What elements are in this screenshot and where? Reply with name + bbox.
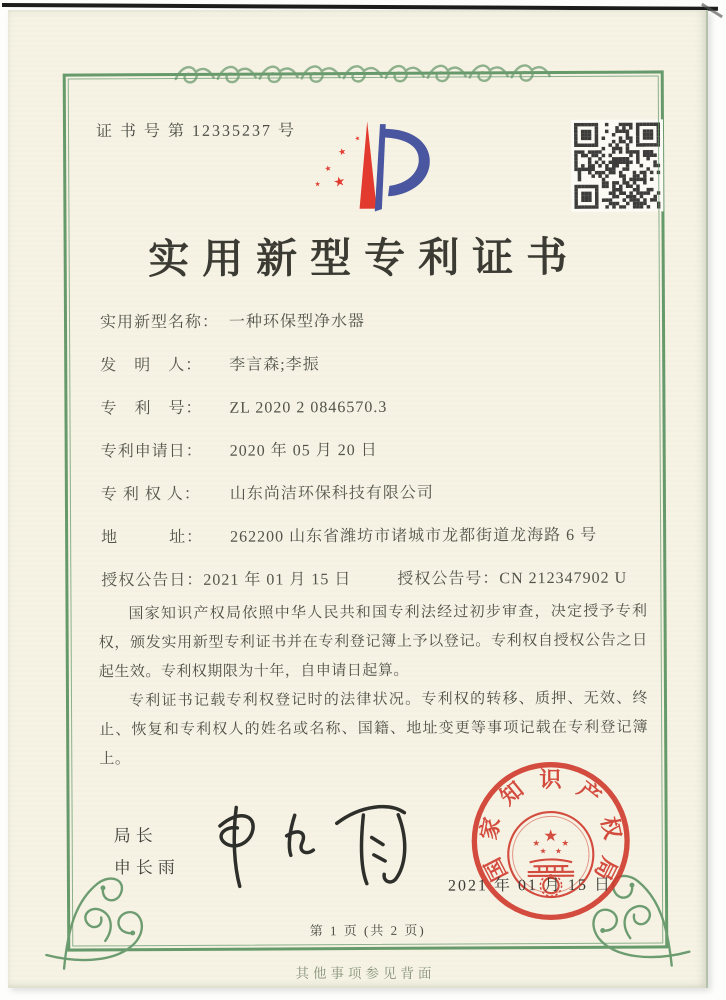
certificate-fields bbox=[100, 310, 639, 593]
field-patentee bbox=[101, 482, 639, 507]
director-block bbox=[114, 824, 180, 888]
svg-text:★: ★ bbox=[532, 838, 541, 849]
cnipa-seal-icon bbox=[463, 754, 638, 929]
svg-text:权: 权 bbox=[596, 814, 626, 842]
svg-text:识: 识 bbox=[539, 766, 562, 792]
svg-text:★: ★ bbox=[336, 145, 348, 158]
field-utility-model-name bbox=[100, 310, 638, 335]
svg-text:★: ★ bbox=[555, 846, 563, 856]
field-value: 李言森;李振 bbox=[229, 356, 320, 374]
svg-text:家: 家 bbox=[475, 815, 505, 842]
director-name: 申长雨 bbox=[113, 857, 180, 878]
svg-text:★: ★ bbox=[543, 825, 559, 846]
field-label: 实用新型名称： bbox=[99, 313, 220, 332]
field-address bbox=[101, 525, 639, 550]
svg-text:★: ★ bbox=[314, 181, 321, 189]
field-grant-row bbox=[101, 568, 639, 593]
seal-date: 2021 年 01 月 15 日 bbox=[447, 876, 613, 895]
director-title: 局长 bbox=[113, 826, 158, 846]
certificate-number-value: 12335237 bbox=[191, 122, 273, 140]
vine-ornament-band bbox=[174, 59, 554, 91]
field-label: 发 明 人： bbox=[100, 356, 203, 375]
field-label: 专利申请日： bbox=[100, 442, 203, 461]
legal-paragraph-2: 专利证书记载专利权登记时的法律状况。专利权的转移、质押、无效、终止、恢复和专利权人的姓名或名称、国籍、地址变更等事项记载在专利登记簿上。 bbox=[99, 690, 649, 768]
field-value: ZL 2020 2 0846570.3 bbox=[229, 398, 388, 417]
grant-date-label: 授权公告日： bbox=[101, 571, 204, 590]
certificate-number bbox=[96, 117, 296, 141]
field-filing-date bbox=[101, 439, 639, 464]
svg-text:局: 局 bbox=[589, 853, 622, 885]
grant-number-value: CN 212347902 U bbox=[499, 569, 628, 588]
field-value: 山东尚洁环保科技有限公司 bbox=[229, 484, 434, 503]
field-value: 262200 山东省潍坊市诸城市龙都街道龙海路 6 号 bbox=[230, 526, 598, 546]
page-number: 第 1 页 (共 2 页) bbox=[309, 922, 426, 939]
svg-text:产: 产 bbox=[572, 776, 606, 810]
grant-number-label: 授权公告号： bbox=[397, 570, 500, 588]
legal-paragraph-1: 国家知识产权局依照中华人民共和国专利法经过初步审查，决定授予专利权，颁发实用新型专利证书并在专利登记簿上予以登记。专利权自授权公告之日起生效。专利权期限为十年，自申请日起算。 bbox=[98, 603, 648, 681]
field-value: 一种环保型净水器 bbox=[228, 313, 366, 331]
director-signature bbox=[207, 785, 413, 891]
svg-text:★: ★ bbox=[331, 173, 347, 191]
field-label: 专 利 号： bbox=[100, 399, 203, 418]
grant-date-value: 2021 年 01 月 15 日 bbox=[203, 571, 352, 589]
field-value: 2020 年 05 月 20 日 bbox=[229, 441, 378, 460]
svg-text:★: ★ bbox=[323, 163, 333, 174]
certificate-number-label: 证 书 号 第 bbox=[95, 122, 187, 141]
svg-text:★: ★ bbox=[561, 838, 570, 849]
field-label: 地 址： bbox=[101, 528, 204, 547]
svg-text:★: ★ bbox=[354, 135, 362, 144]
reverse-side-note: 其他事项参见背面 bbox=[295, 966, 436, 981]
grant-number bbox=[397, 568, 627, 591]
grant-date bbox=[101, 569, 351, 592]
cnipa-logo-icon bbox=[286, 111, 439, 222]
certificate-page bbox=[8, 10, 708, 988]
svg-text:国: 国 bbox=[479, 853, 513, 885]
qr-code bbox=[571, 119, 663, 211]
certificate-number-suffix: 号 bbox=[277, 122, 297, 140]
certificate-title: 实用新型专利证书 bbox=[148, 233, 581, 283]
field-inventor bbox=[100, 353, 638, 378]
field-label: 专 利 权 人： bbox=[100, 485, 201, 504]
svg-text:知: 知 bbox=[495, 776, 529, 811]
field-patent-number bbox=[100, 396, 638, 421]
decorative-border bbox=[63, 70, 669, 951]
legal-text bbox=[98, 598, 648, 775]
svg-text:★: ★ bbox=[539, 846, 547, 856]
